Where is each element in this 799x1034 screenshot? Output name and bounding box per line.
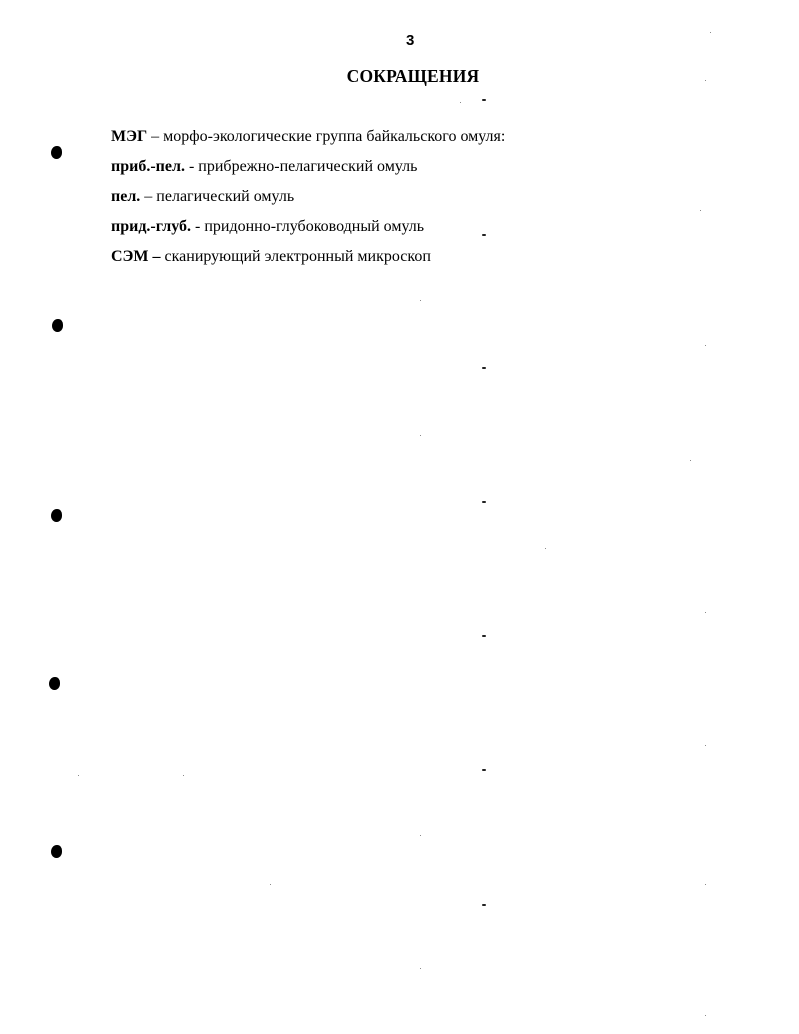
abbreviation-definition: прибрежно-пелагический омуль: [198, 158, 418, 175]
abbreviation-item: [111, 156, 505, 186]
abbreviation-item: [111, 126, 505, 156]
scan-speck: [482, 234, 486, 236]
scan-dust: [710, 32, 711, 33]
abbreviation-definition: сканирующий электронный микроскоп: [164, 248, 431, 265]
punch-hole-mark: [51, 509, 62, 522]
punch-hole-mark: [49, 677, 60, 690]
scan-dust: [78, 775, 79, 776]
scan-dust: [705, 345, 706, 346]
scan-speck: [482, 635, 486, 637]
scan-dust: [690, 460, 691, 461]
abbreviation-term: СЭМ: [111, 248, 149, 265]
abbreviation-term: пел.: [111, 188, 141, 205]
punch-hole-mark: [51, 845, 62, 858]
scan-dust: [700, 210, 701, 211]
scan-dust: [545, 548, 546, 549]
scan-dust: [420, 435, 421, 436]
abbreviation-separator: –: [148, 248, 165, 265]
scan-speck: [482, 99, 486, 101]
scan-dust: [705, 745, 706, 746]
abbreviation-separator: –: [147, 128, 164, 145]
abbreviation-definition: пелагический омуль: [156, 188, 295, 205]
abbreviation-item: [111, 216, 505, 246]
scan-speck: [482, 904, 486, 906]
page-heading: СОКРАЩЕНИЯ: [346, 66, 480, 86]
scan-speck: [482, 367, 486, 369]
abbreviation-definition: морфо-экологические группа байкальского омуля:: [163, 128, 506, 145]
abbreviation-item: [111, 246, 505, 276]
abbreviation-term: прид.-глуб.: [111, 218, 191, 235]
abbreviation-separator: -: [190, 218, 205, 235]
scan-dust: [460, 102, 461, 103]
scan-dust: [705, 80, 706, 81]
abbreviation-separator: -: [184, 158, 199, 175]
scan-dust: [420, 300, 421, 301]
scan-dust: [705, 612, 706, 613]
abbreviation-list: [111, 126, 505, 276]
scan-speck: [482, 769, 486, 771]
abbreviation-separator: –: [140, 188, 157, 205]
abbreviation-item: [111, 186, 505, 216]
scan-dust: [270, 884, 271, 885]
scan-dust: [420, 968, 421, 969]
abbreviation-definition: придонно-глубоководный омуль: [204, 218, 425, 235]
scan-dust: [705, 1015, 706, 1016]
scan-speck: [482, 501, 486, 503]
page-number: 3: [406, 32, 415, 49]
scan-dust: [183, 775, 184, 776]
scan-dust: [420, 835, 421, 836]
abbreviation-term: МЭГ: [111, 128, 148, 145]
abbreviation-term: приб.-пел.: [111, 158, 185, 175]
punch-hole-mark: [51, 146, 62, 159]
punch-hole-mark: [52, 319, 63, 332]
scan-dust: [705, 884, 706, 885]
